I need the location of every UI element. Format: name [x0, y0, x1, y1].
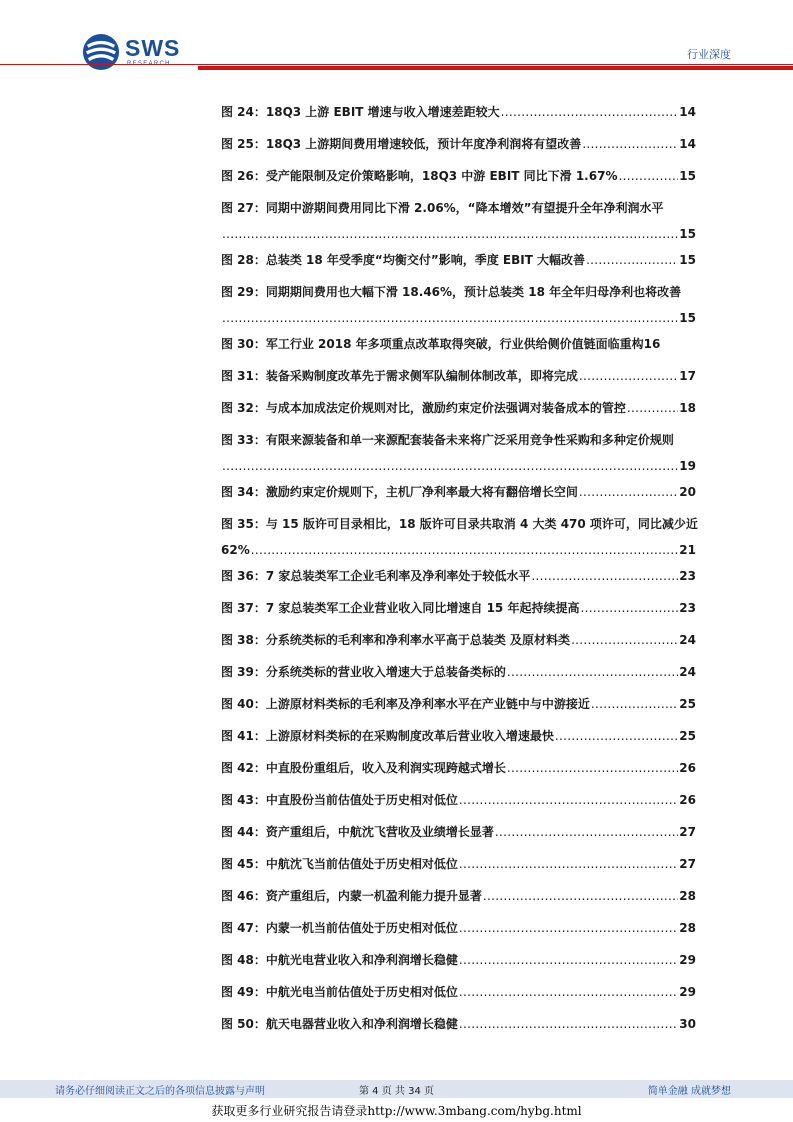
toc-leader-dots	[483, 888, 678, 904]
toc-entry[interactable]	[221, 600, 696, 616]
toc-entry-title: 图 25：18Q3 上游期间费用增速较低，预计年度净利润将有望改善	[221, 137, 582, 151]
toc-entry[interactable]	[221, 516, 696, 558]
toc-entry-title: 图 27：同期中游期间费用同比下滑 2.06%，“降本增效”有望提升全年净利润水平	[221, 201, 664, 215]
toc-leader-dots	[459, 792, 678, 808]
toc-leader-dots	[459, 856, 678, 872]
toc-leader-dots	[618, 168, 678, 184]
toc-leader-dots	[459, 952, 678, 968]
toc-entry[interactable]	[221, 168, 696, 184]
toc-entry-page: 29	[679, 985, 696, 999]
toc-leader-dots	[222, 226, 678, 242]
toc-entry-page: 23	[679, 569, 696, 583]
toc-entry[interactable]	[221, 200, 696, 242]
toc-entry-page: 15	[679, 253, 696, 267]
toc-entry-title: 图 43：中直股份当前估值处于历史相对低位	[221, 793, 458, 807]
toc-leader-dots	[531, 568, 678, 584]
sws-logo-icon	[82, 33, 120, 71]
toc-leader-dots	[627, 400, 678, 416]
promo-link-text[interactable]: 获取更多行业研究报告请登录http://www.3mbang.com/hybg.html	[211, 1104, 582, 1118]
toc-entry-page: 15	[679, 227, 696, 241]
toc-entry[interactable]	[221, 136, 696, 152]
toc-entry-page: 16	[643, 337, 661, 351]
toc-entry-page: 24	[679, 665, 696, 679]
toc-entry[interactable]	[221, 856, 696, 872]
toc-leader-dots	[555, 728, 678, 744]
toc-entry-page: 26	[679, 793, 696, 807]
toc-entry[interactable]	[221, 824, 696, 840]
toc-entry-title: 图 24：18Q3 上游 EBIT 增速与收入增速差距较大	[221, 105, 500, 119]
toc-entry-title: 图 30：军工行业 2018 年多项重点改革取得突破，行业供给侧价值链面临重构	[221, 337, 644, 351]
toc-entry[interactable]	[221, 888, 696, 904]
toc-leader-dots	[586, 252, 678, 268]
toc-entry-page: 28	[679, 889, 696, 903]
toc-entry[interactable]	[221, 920, 696, 936]
toc-entry-title: 图 41：上游原材料类标的在采购制度改革后营业收入增速最快	[221, 729, 554, 743]
toc-entry[interactable]	[221, 284, 696, 326]
report-type-label: 行业深度	[687, 48, 731, 61]
toc-leader-dots	[571, 632, 678, 648]
toc-entry-page: 19	[679, 459, 696, 473]
toc-entry-page: 27	[679, 825, 696, 839]
toc-entry[interactable]	[221, 400, 696, 416]
toc-leader-dots	[579, 368, 678, 384]
toc-entry-title: 图 35：与 15 版许可目录相比，18 版许可目录共取消 4 大类 470 项许可，同比减少近	[221, 517, 698, 531]
toc-entry-title: 图 49：中航光电当前估值处于历史相对低位	[221, 985, 458, 999]
logo-wordmark: SWS	[125, 35, 181, 61]
toc-entry[interactable]	[221, 336, 696, 352]
toc-entry[interactable]	[221, 104, 696, 120]
footer-disclaimer: 请务必仔细阅读正文之后的各项信息披露与声明	[55, 1086, 265, 1097]
toc-entry-title: 图 26：受产能限制及定价策略影响，18Q3 中游 EBIT 同比下滑 1.67%	[221, 169, 618, 183]
toc-entry-page: 14	[679, 105, 696, 119]
toc-entry[interactable]	[221, 432, 696, 474]
toc-entry[interactable]	[221, 952, 696, 968]
toc-entry-title: 图 33：有限来源装备和单一来源配套装备未来将广泛采用竞争性采购和多种定价规则	[221, 433, 674, 447]
toc-entry-title: 图 40：上游原材料类标的毛利率及净利率水平在产业链中与中游接近	[221, 697, 590, 711]
toc-entry[interactable]	[221, 984, 696, 1000]
toc-entry-title: 图 29：同期期间费用也大幅下滑 18.46%，预计总装类 18 年全年归母净利也将改善	[221, 285, 682, 299]
toc-entry[interactable]	[221, 1016, 696, 1032]
toc-entry-page: 15	[679, 311, 696, 325]
toc-entry[interactable]	[221, 664, 696, 680]
toc-leader-dots	[591, 696, 678, 712]
toc-entry-title: 图 47：内蒙一机当前估值处于历史相对低位	[221, 921, 458, 935]
toc-leader-dots	[459, 984, 678, 1000]
toc-entry-page: 27	[679, 857, 696, 871]
toc-entry-page: 20	[679, 485, 696, 499]
toc-entry-page: 25	[679, 697, 696, 711]
toc-entry-page: 21	[679, 543, 696, 557]
toc-entry-title: 图 37：7 家总装类军工企业营业收入同比增速自 15 年起持续提高	[221, 601, 580, 615]
toc-entry-page: 26	[679, 761, 696, 775]
toc-entry-title: 图 45：中航沈飞当前估值处于历史相对低位	[221, 857, 458, 871]
toc-entry[interactable]	[221, 728, 696, 744]
footer-slogan: 简单金融 成就梦想	[647, 1086, 731, 1097]
toc-entry[interactable]	[221, 252, 696, 268]
footer-page-number: 第 4 页 共 34 页	[359, 1086, 434, 1097]
toc-entry[interactable]	[221, 568, 696, 584]
toc-entry-title: 图 31：装备采购制度改革先于需求侧军队编制体制改革，即将完成	[221, 369, 578, 383]
toc-leader-dots	[459, 1016, 678, 1032]
toc-entry[interactable]	[221, 632, 696, 648]
toc-entry-page: 15	[679, 169, 696, 183]
toc-leader-dots	[579, 484, 678, 500]
toc-entry-title: 图 39：分系统类标的营业收入增速大于总装备类标的	[221, 665, 506, 679]
toc-leader-dots	[501, 104, 679, 120]
toc-entry-title: 图 42：中直股份重组后，收入及利润实现跨越式增长	[221, 761, 506, 775]
toc-leader-dots	[495, 824, 678, 840]
toc-entry-page: 17	[679, 369, 696, 383]
toc-leader-dots	[222, 310, 678, 326]
toc-entry[interactable]	[221, 696, 696, 712]
header-divider-thick	[198, 66, 793, 70]
toc-entry[interactable]	[221, 760, 696, 776]
toc-entry-title: 图 50：航天电器营业收入和净利润增长稳健	[221, 1017, 458, 1031]
toc-entry-page: 14	[679, 137, 696, 151]
toc-entry-title: 图 44：资产重组后，中航沈飞营收及业绩增长显著	[221, 825, 494, 839]
toc-leader-dots	[507, 760, 678, 776]
toc-leader-dots	[459, 920, 678, 936]
toc-entry-title: 图 28：总装类 18 年受季度“均衡交付”影响，季度 EBIT 大幅改善	[221, 253, 586, 267]
header-divider-thin	[0, 64, 793, 65]
toc-entry-title: 图 48：中航光电营业收入和净利润增长稳健	[221, 953, 458, 967]
toc-entry-page: 23	[679, 601, 696, 615]
toc-entry-page: 30	[679, 1017, 696, 1031]
toc-entry-page: 18	[679, 401, 696, 415]
sws-logo	[82, 33, 180, 71]
toc-leader-dots	[580, 600, 678, 616]
toc-entry-page: 25	[679, 729, 696, 743]
toc-entry-title: 图 36：7 家总装类军工企业毛利率及净利率处于较低水平	[221, 569, 531, 583]
toc-leader-dots	[222, 458, 678, 474]
page-header	[0, 0, 793, 80]
toc-entry-title: 图 46：资产重组后，内蒙一机盈利能力提升显著	[221, 889, 482, 903]
toc-entry[interactable]	[221, 792, 696, 808]
toc-entry-title: 图 38：分系统类标的毛利率和净利率水平高于总装类 及原材料类	[221, 633, 571, 647]
toc-entry-title: 图 34：激励约束定价规则下，主机厂净利率最大将有翻倍增长空间	[221, 485, 578, 499]
toc-entry-title: 图 32：与成本加成法定价规则对比，激励约束定价法强调对装备成本的管控	[221, 401, 626, 415]
toc-leader-dots	[582, 136, 678, 152]
toc-entry-title-continued: 62%	[221, 543, 250, 557]
toc-entry-page: 28	[679, 921, 696, 935]
toc-entry[interactable]	[221, 484, 696, 500]
toc-entry[interactable]	[221, 368, 696, 384]
toc-entry-page: 24	[679, 633, 696, 647]
toc-leader-dots	[251, 542, 679, 558]
toc-leader-dots	[507, 664, 678, 680]
toc-entry-page: 29	[679, 953, 696, 967]
